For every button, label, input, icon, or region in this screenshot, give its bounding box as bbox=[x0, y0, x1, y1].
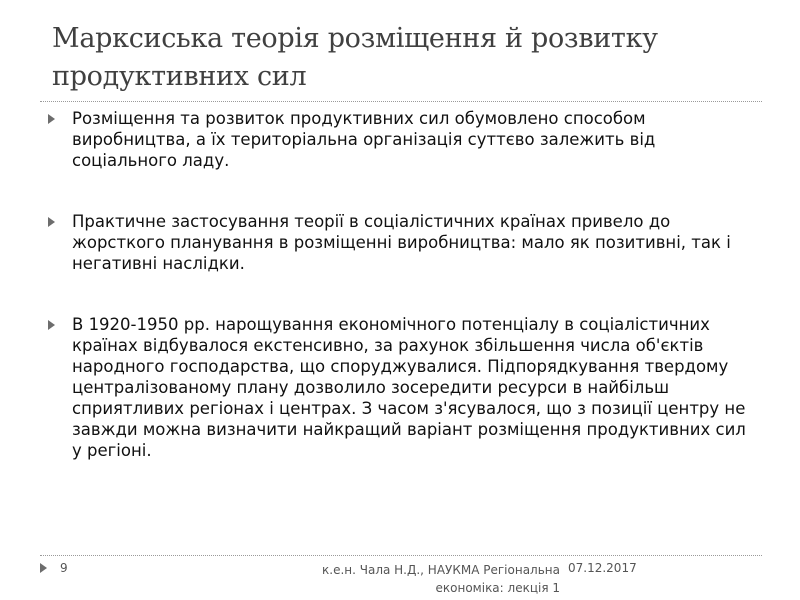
page-number: 9 bbox=[60, 561, 68, 575]
triangle-bullet-icon bbox=[48, 217, 55, 227]
bullet-item bbox=[48, 108, 758, 171]
triangle-bullet-icon bbox=[40, 563, 47, 573]
footer-date: 07.12.2017 bbox=[568, 561, 637, 575]
bullet-list bbox=[48, 108, 758, 461]
slide-title: Марксиська теорія розміщення й розвитку продуктивних сил bbox=[52, 23, 658, 92]
bullet-text: В 1920-1950 рр. нарощування економічного потенціалу в соціалістичних країнах відбувалося екстенсивно, за рахунок збільшення числа об'єктів народного господарства, що споруджувалися. Підпорядкування твердому централізованому плану дозволило зосередити ресурси в найбільш сприятливих регіонах і центрах. З часом з'ясувалося, що з позиції центру не завжди можна визначити найкращий варіант розміщення продуктивних сил у регіоні. bbox=[72, 315, 746, 460]
bullet-text: Розміщення та розвиток продуктивних сил обумовлено способом виробництва, а їх територіальна організація суттєво залежить від соціального ладу. bbox=[72, 109, 656, 170]
triangle-bullet-icon bbox=[48, 320, 55, 330]
bullet-item bbox=[48, 314, 758, 461]
bullet-text: Практичне застосування теорії в соціалістичних країнах привело до жорсткого планування в розміщенні виробництва: мало як позитивні, так і негативні наслідки. bbox=[72, 212, 731, 273]
triangle-bullet-icon bbox=[48, 114, 55, 124]
footer-author-course: к.е.н. Чала Н.Д., НАУКМА Регіональна економіка: лекція 1 bbox=[322, 563, 560, 595]
footer-divider bbox=[40, 555, 762, 556]
bullet-item bbox=[48, 211, 758, 274]
title-divider bbox=[40, 101, 762, 102]
